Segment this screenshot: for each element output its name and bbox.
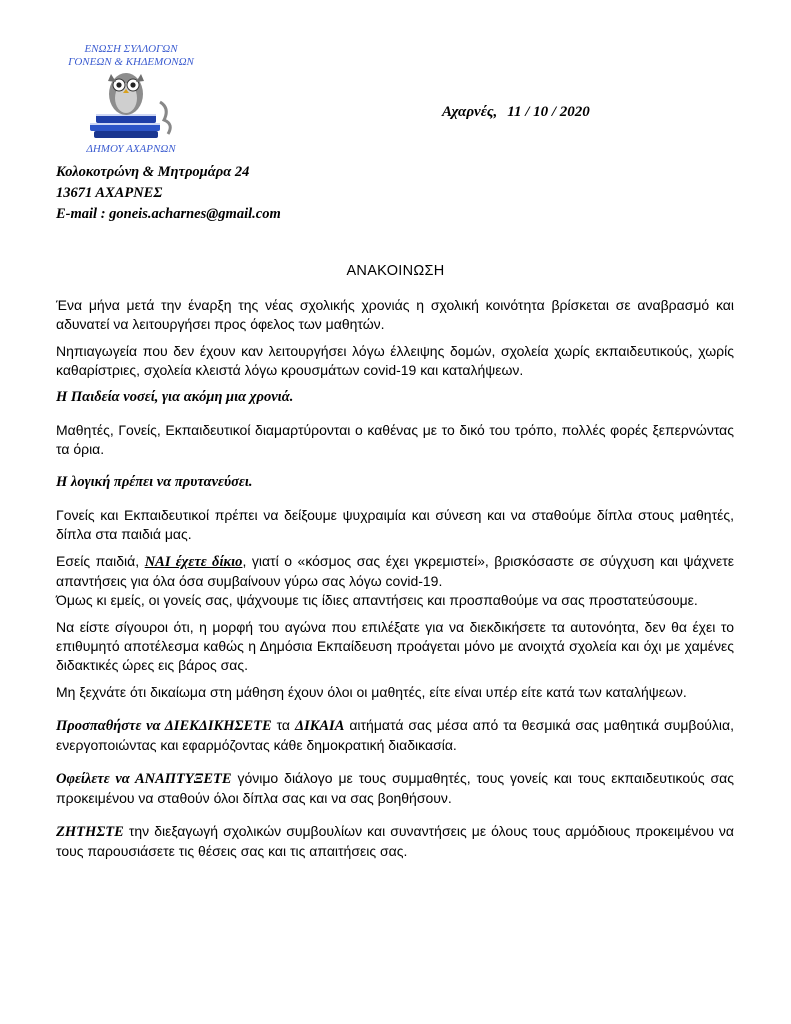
paragraph-9-end: αιτήματά σας μέσα από τα θεσμικά σας μαθητικά συμβούλια, ενεργοποιώντας και εφαρμόζοντας κάθε δημοκρατική διαδικασία. [56,717,734,753]
address-street: Κολοκοτρώνη & Μητρομάρα 24 [56,164,250,180]
paragraph-11-end: την διεξαγωγή σχολικών συμβουλίων και συναντήσεις με όλους τους αρμόδιους προκειμένου να τους παρουσιάσετε τις θέσεις σας και τις απαιτήσεις σας. [56,823,734,859]
paragraph-8: Μη ξεχνάτε ότι δικαίωμα στη μάθηση έχουν όλοι οι μαθητές, είτε είναι υπέρ είτε κατά των καταλήψεων. [56,684,687,700]
paragraph-4: Γονείς και Εκπαιδευτικοί πρέπει να δείξουμε ψυχραιμία και σύνεση και να σταθούμε δίπλα στους μαθητές, δίπλα στα παιδιά μας. [56,507,734,542]
paragraph-11 [56,822,734,861]
paragraph-10-emphasis: Οφείλετε να ΑΝΑΠΤΥΞΕΤΕ [56,771,232,787]
date-place: Αχαρνές, [442,104,498,120]
logo-bottom-text: ΔΗΜΟΥ ΑΧΑΡΝΩΝ [86,143,176,155]
paragraph-9-emphasis: Προσπαθήστε να ΔΙΕΚΔΙΚΗΣΕΤΕ [56,718,272,734]
association-logo [56,38,206,156]
address-email: E-mail : goneis.acharnes@gmail.com [56,206,281,222]
heading-1: Η Παιδεία νοσεί, για ακόμη μια χρονιά. [56,389,294,405]
document-title: ΑΝΑΚΟΙΝΩΣΗ [346,263,445,279]
paragraph-2: Νηπιαγωγεία που δεν έχουν καν λειτουργήσει λόγω έλλειψης δομών, σχολεία χωρίς εκπαιδευτικούς, χωρίς καθαρίστριες, σχολεία κλειστά λόγω κρουσμάτων covid-19 και καταλήψεων. [56,343,734,378]
paragraph-1: Ένα μήνα μετά την έναρξη της νέας σχολικής χρονιάς η σχολική κοινότητα βρίσκεται σε αναβρασμό και αδυνατεί να λειτουργήσει προς όφελος των μαθητών. [56,297,734,332]
paragraph-9-emphasis-2: ΔΙΚΑΙΑ [294,718,345,734]
paragraph-9 [56,716,734,755]
address-city: 13671 ΑΧΑΡΝΕΣ [56,185,163,201]
paragraph-11-emphasis: ΖΗΤΗΣΤΕ [56,824,124,840]
paragraph-10-end: γόνιμο διάλογο με τους συμμαθητές, τους γονείς και τους εκπαιδευτικούς σας προκειμένου να σταθούν όλοι δίπλα σας και να σας βοηθήσουν. [56,770,734,806]
paragraph-5-start: Εσείς παιδιά, [56,553,145,569]
owl-books-logo-icon [56,38,206,156]
paragraph-6: Όμως κι εμείς, οι γονείς σας, ψάχνουμε τις ίδιες απαντήσεις και προσπαθούμε να σας προστατεύσουμε. [56,592,698,608]
paragraph-10 [56,769,734,808]
paragraph-5-end: , γιατί ο «κόσμος σας έχει γκρεμιστεί», βρισκόσαστε σε σύγχυση και ψάχνετε απαντήσεις για όλα όσα συμβαίνουν γύρω σας λόγω covid-19. [56,553,734,589]
document-date [442,104,590,121]
paragraph-9-mid: τα [271,717,295,733]
paragraph-5-emphasis: ΝΑΙ έχετε δίκιο [144,554,243,570]
paragraph-5 [56,552,734,591]
paragraph-7: Να είστε σίγουροι ότι, η μορφή του αγώνα που επιλέξατε για να διεκδικήσετε τα αυτονόητα, δεν θα έχει το επιθυμητό αποτέλεσμα καθώς η Δημόσια Εκπαίδευση προάγεται μόνο με ανοιχτά σχολεία και όχι με χαμένες διδακτικές ώρες εις βάρος σας. [56,619,734,673]
sender-address [56,162,281,225]
paragraph-3: Μαθητές, Γονείς, Εκπαιδευτικοί διαμαρτύρονται ο καθένας με το δικό του τρόπο, πολλές φορές ξεπερνώντας τα όρια. [56,422,734,457]
date-value: 11 / 10 / 2020 [507,104,590,120]
heading-2: Η λογική πρέπει να πρυτανεύσει. [56,474,253,490]
logo-top-text-2: ΓΟΝΕΩΝ & ΚΗΔΕΜΟΝΩΝ [68,56,194,68]
logo-top-text-1: ΕΝΩΣΗ ΣΥΛΛΟΓΩΝ [84,43,178,55]
announcement-body [56,296,734,861]
